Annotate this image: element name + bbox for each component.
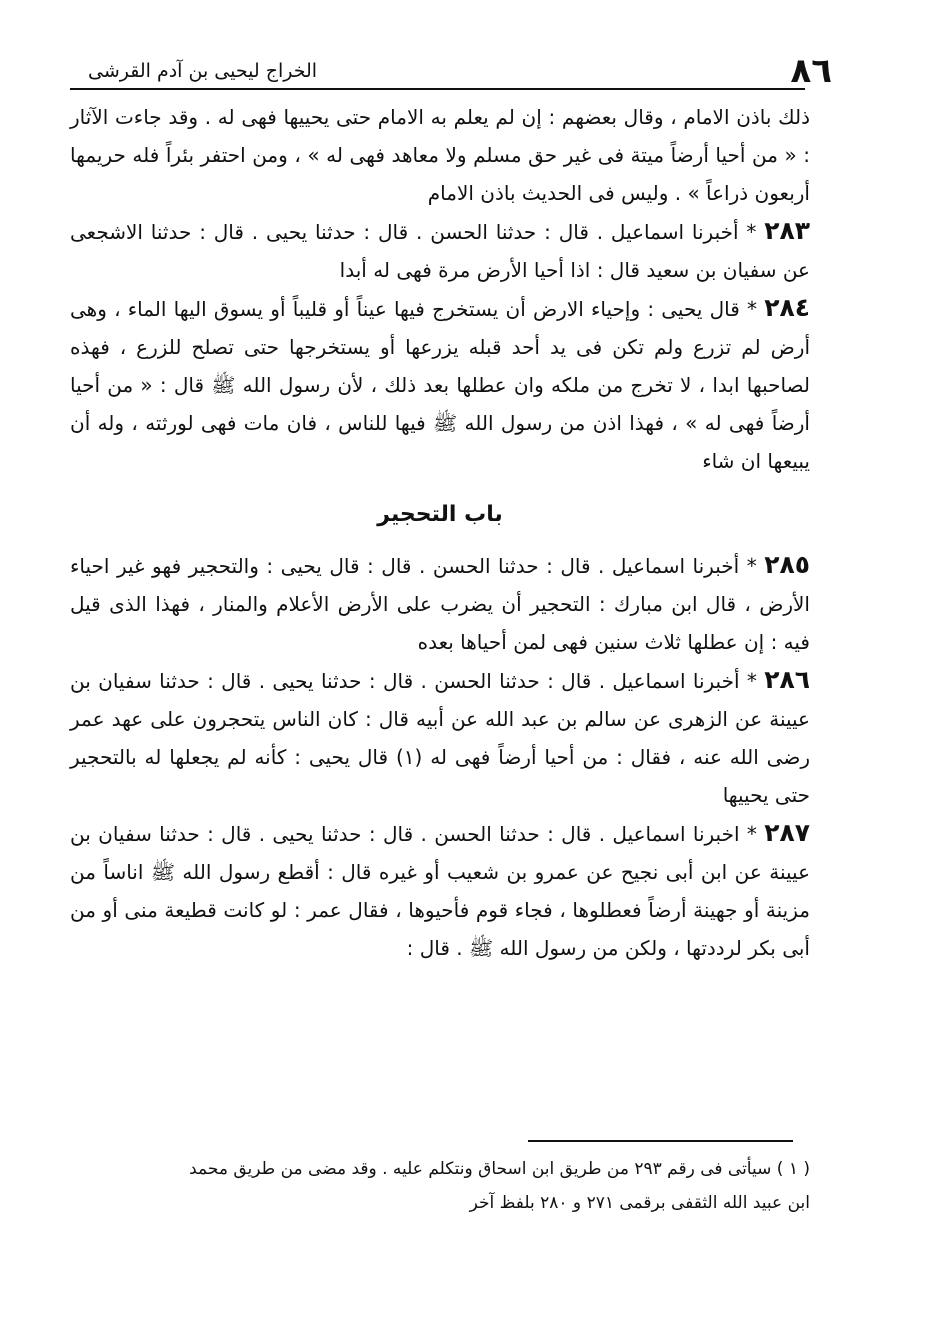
paragraph-number: ٢٨٥ [764, 550, 811, 579]
paragraph-number: ٢٨٦ [764, 665, 810, 694]
paragraph-text: * أخبرنا اسماعيل . قال : حدثنا الحسن . قال : حدثنا يحيى . قال : حدثنا الاشجعى عن سفيان بن سعيد قال : اذا أحيا الأرض مرة فهى له أبدا [70, 220, 810, 282]
footnotes [70, 1152, 810, 1220]
page-number: ٨٦ [790, 51, 832, 91]
paragraph-286 [70, 661, 810, 814]
paragraph-text: * أخبرنا اسماعيل . قال : حدثنا الحسن . قال : قال يحيى : والتحجير فهو غير احياء الأرض ، قال ابن مبارك : التحجير أن يضرب على الأرض الأعلام والمنار ، فهذا الذى قيل فيه : إن عطلها ثلاث سنين فهى لمن أحياها بعده [70, 554, 810, 654]
paragraph-number: ٢٨٤ [764, 293, 810, 322]
footnote-line: ( ١ ) سيأتى فى رقم ٢٩٣ من طريق ابن اسحاق ونتكلم عليه . وقد مضى من طريق محمد [189, 1159, 810, 1179]
paragraph-287 [70, 814, 810, 967]
page-header [88, 36, 832, 91]
paragraph-number: ٢٨٧ [764, 818, 810, 847]
paragraph-284 [70, 289, 810, 480]
footnote-line: ابن عبيد الله الثقفى برقمى ٢٧١ و ٢٨٠ بلفظ آخر [469, 1193, 810, 1213]
paragraph-285 [70, 546, 810, 661]
header-rule [70, 88, 805, 90]
paragraph-text: * أخبرنا اسماعيل . قال : حدثنا الحسن . قال : حدثنا يحيى . قال : حدثنا سفيان بن عيينة عن الزهرى عن سالم بن عبد الله عن أبيه قال : كان الناس يتحجرون على عهد عمر رضى الله عنه ، فقال : من أحيا أرضاً فهى له (١) قال يحيى : كأنه لم يجعلها له بالتحجير حتى يحييها [70, 669, 810, 807]
running-title: الخراج ليحيى بن آدم القرشى [88, 60, 318, 82]
paragraph-text: * اخبرنا اسماعيل . قال : حدثنا الحسن . قال : حدثنا يحيى . قال : حدثنا سفيان بن عيينة عن ابن أبى نجيح عن عمرو بن شعيب أو غيره قال : أقطع رسول الله ﷺ اناساً من مزينة أو جهينة أرضاً فعطلوها ، فجاء قوم فأحيوها ، فقال عمر : لو كانت قطيعة منى أو من أبى بكر لرددتها ، ولكن من رسول الله ﷺ . قال : [70, 822, 810, 960]
paragraph-283 [70, 212, 810, 289]
paragraph-continuation: ذلك باذن الامام ، وقال بعضهم : إن لم يعلم به الامام حتى يحييها فهى له . وقد جاءت الآثار : « من أحيا أرضاً ميتة فى غير حق مسلم ولا معاهد فهى له » ، ومن احتفر بئراً فله حريمها أربعون ذراعاً » . وليس فى الحديث باذن الامام [70, 105, 810, 205]
footnote-rule [528, 1140, 793, 1142]
paragraph-text: * قال يحيى : وإحياء الارض أن يستخرج فيها عيناً أو قليباً أو يسوق اليها الماء ، وهى أرض لم تزرع ولم تكن فى يد أحد قبله يزرعها أو يستخرجها حتى تصلح للزرع ، فهذه لصاحبها ابدا ، لا تخرج من ملكه وان عطلها بعد ذلك ، لأن رسول الله ﷺ قال : « من أحيا أرضاً فهى له » ، فهذا اذن من رسول الله ﷺ فيها للناس ، فان مات فهى لورثته ، وله أن يبيعها ان شاء [70, 297, 810, 473]
section-heading: باب التحجير [377, 502, 503, 527]
body-text [70, 98, 810, 967]
paragraph-number: ٢٨٣ [764, 216, 811, 245]
